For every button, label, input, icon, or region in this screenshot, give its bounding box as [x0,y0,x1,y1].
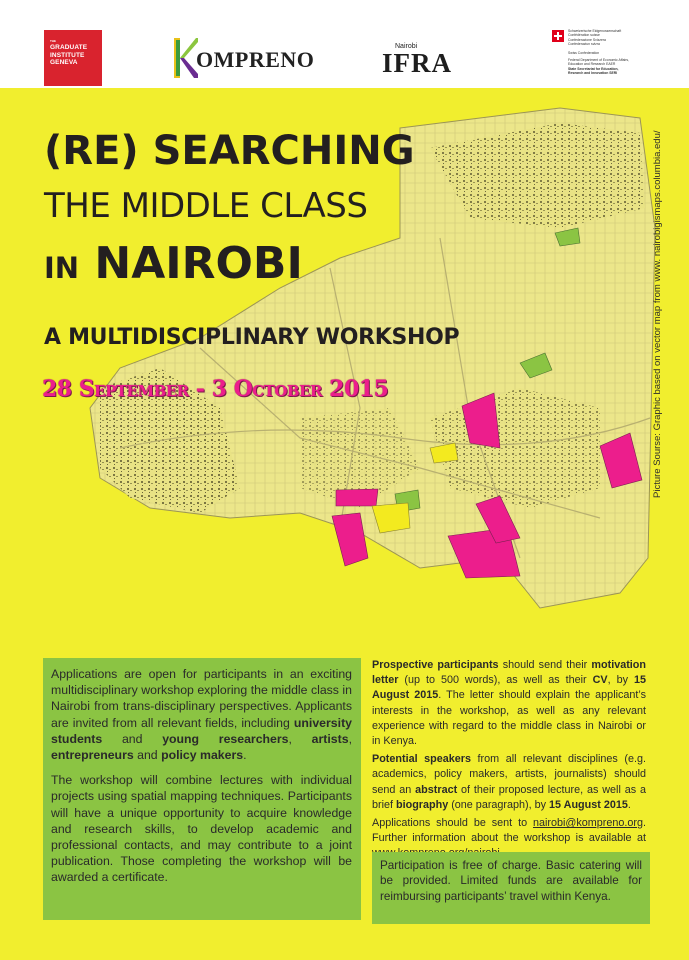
yellow-background [0,88,689,960]
kompreno-logo-text: OMPRENO [196,47,315,72]
swiss-flag-icon [552,30,564,42]
text-run: Applications are open for participants in an exciting multidisciplinary workshop exploring the middle class in Nairobi from trans-disciplinary perspectives. Applicants are invited from all relevant fields, including [51,667,352,730]
title-nairobi: NAIROBI [94,238,303,289]
hei-logo-line: INSTITUTE [50,51,85,59]
ifra-logo[interactable] [382,44,472,76]
title-line-3 [44,238,303,289]
swiss-confederation-text: Swiss Confederation [568,51,600,55]
swiss-department [568,58,629,76]
applications-paragraph [51,666,352,763]
submission-details [372,658,646,862]
workshop-description-paragraph: The workshop will combine lectures with individual projects using spatial mapping techniques. Participants will have a unique opportunity to acquire knowledge and research skills, to develop academic and professional contacts, and may contribute to a joint publication. Those completing the workshop will be awarded a certificate. [51,773,352,885]
text-run: and [133,748,162,763]
bold-text: CV [592,674,608,687]
participants-paragraph [372,658,646,749]
graduate-institute-logo[interactable] [44,30,102,86]
swiss-language-line: Confédération suisse [568,33,600,38]
swiss-dept-line: Education and Research EAER [568,62,616,67]
swiss-languages [568,29,621,47]
bold-text: 15 August 2015 [549,798,628,811]
bold-text: university students [51,715,352,746]
text-run: . The letter should explain the applicant’s interests in the workshop, as well as any relevant experience with regard to the middle class in Nairobi or in Kenya. [372,689,646,748]
text-run: (one paragraph), by [448,798,550,811]
title-line-1: (RE) SEARCHING [44,128,415,174]
swiss-secretariat-line [568,71,629,75]
title-line-2: THE MIDDLE CLASS [44,186,368,226]
swiss-secretariat-text: Research and Innovation SERI [568,71,618,76]
hei-logo-text [50,44,98,67]
kompreno-logo[interactable] [174,38,324,78]
bold-text: Prospective participants [372,659,499,671]
workshop-subtitle: A MULTIDISCIPLINARY WORKSHOP [44,325,460,350]
bold-text: young researchers [162,731,289,746]
hei-logo-line: GENEVA [50,59,78,66]
speakers-paragraph [372,752,646,813]
picture-source-credit: Picture Sourse: Graphic based on vector map from www. nairobigismaps.columbia.edu/ [652,130,663,498]
more-info-text: Further information about the workshop is available at [372,832,646,845]
text-run: (up to 500 words), as well as their [398,674,593,687]
text-run: . [627,798,631,811]
bold-text: policy makers [161,748,244,763]
participation-text: Participation is free of charge. Basic catering will be provided. Limited funds are available for reimbursing participants’ travel within Kenya. [380,859,642,903]
bold-text: Potential speakers [372,753,471,766]
ifra-logo-big: IFRA [382,48,452,78]
bold-text: entrepreneurs [51,748,134,763]
hei-logo-tag: THE [50,39,56,43]
apply-end: . [643,817,646,830]
bold-text: 15 August 2015 [372,674,646,702]
text-run: , [288,731,312,746]
workshop-dates: 28 September - 3 October 2015 [42,376,389,402]
apply-text: Applications should be sent to [372,817,533,830]
bold-text: abstract [415,783,458,796]
bold-text: artists [311,731,349,746]
text-run: from all relevant disciplines (e.g. academics, policy makers, artists, journalists) should send an [372,753,646,796]
title-in: IN [44,251,80,285]
swiss-secretariat-text: State Secretariat for Education, [568,66,619,71]
swiss-language-line: Schweizerische Eidgenossenschaft [568,29,622,33]
logo-header [0,0,689,88]
bold-text: motivation letter [372,659,646,687]
hei-logo-line: GRADUATE [50,44,88,51]
swiss-language-line: Confederazione Svizzera [568,37,606,42]
text-run: should send their [498,659,592,671]
text-run: of their proposed lecture, as well as a brief [372,783,646,811]
swiss-confederation-logo[interactable] [552,30,682,94]
swiss-dept-line: Federal Department of Economic Affairs, [568,58,629,62]
call-for-applications-box [43,658,361,920]
bold-text: biography [396,798,449,811]
participation-info-box [372,852,650,924]
text-run: , [348,731,352,746]
text-run: , by [607,674,634,687]
ifra-logo-small: Nairobi [395,43,418,50]
swiss-language-line: Confederaziun svizra [568,42,600,47]
kompreno-k-icon [174,38,198,78]
email-link[interactable]: nairobi@kompreno.org [533,817,643,830]
text-run: . [243,748,247,763]
text-run: and [102,731,163,746]
